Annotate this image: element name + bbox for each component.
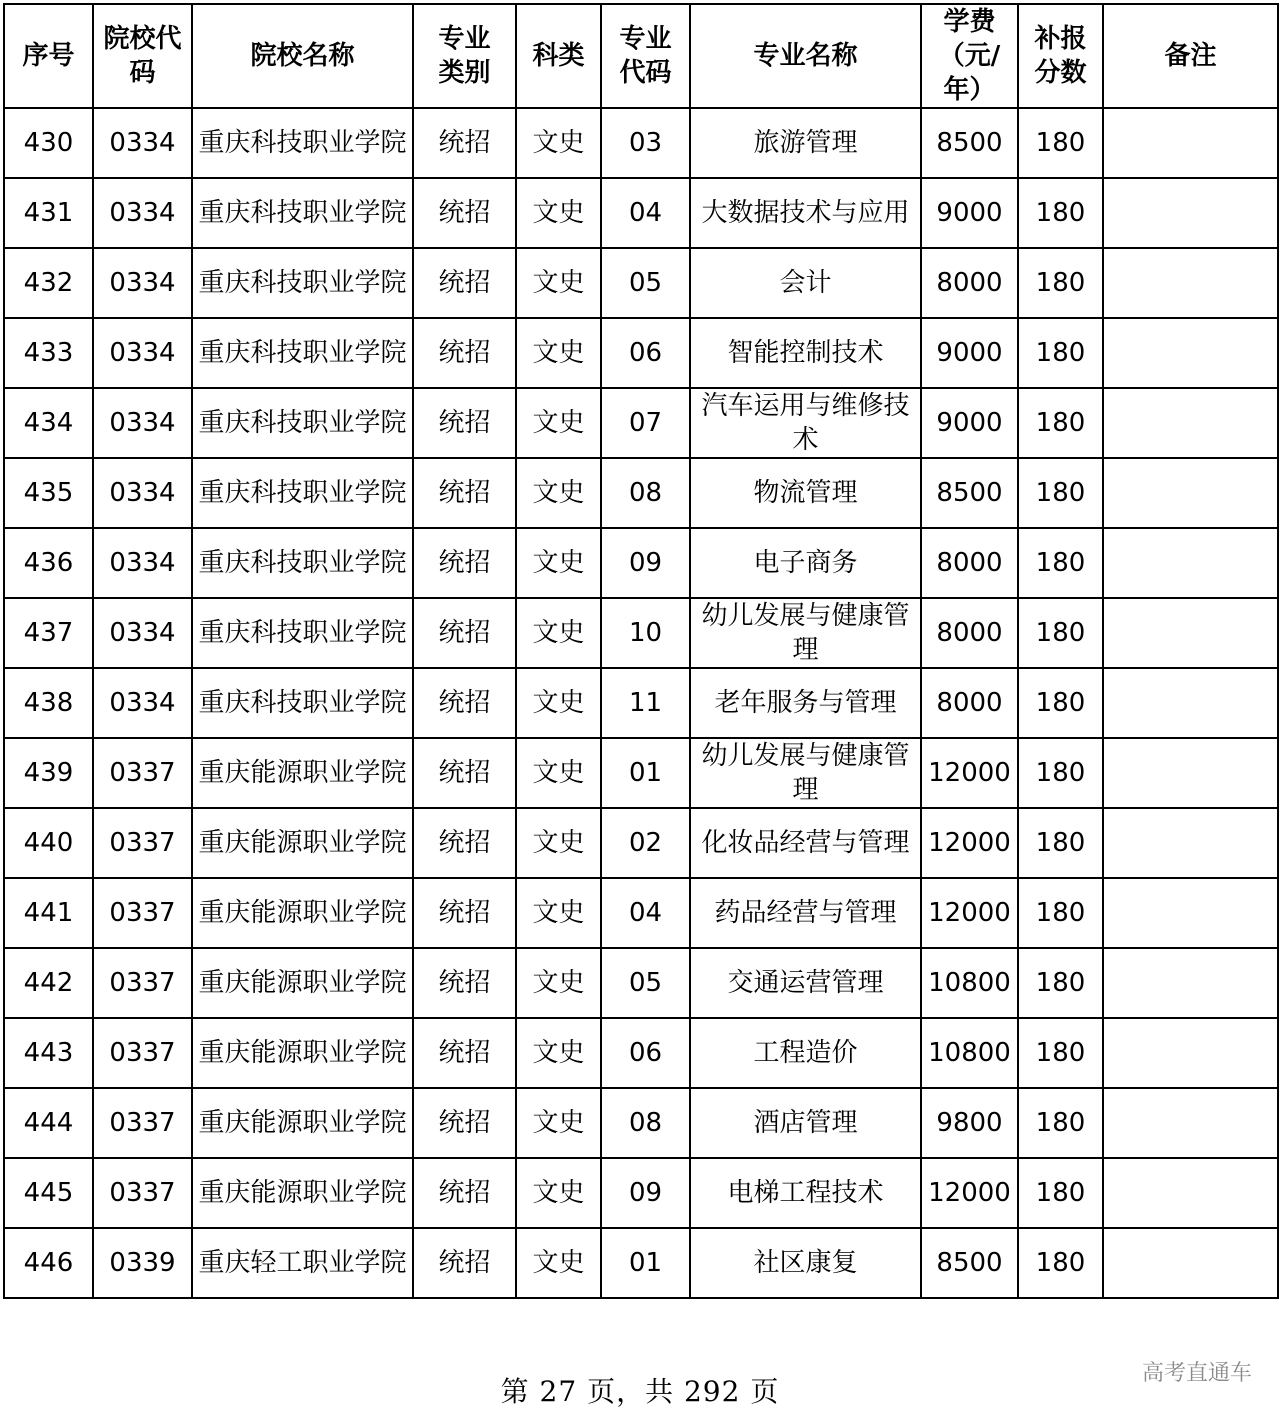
cell-seq: 438 xyxy=(4,668,93,738)
cell-school-name xyxy=(192,108,413,178)
cell-note xyxy=(1103,318,1278,388)
cell-major-name xyxy=(690,318,921,388)
cell-school-name xyxy=(192,458,413,528)
cell-school-name xyxy=(192,598,413,668)
cell-major-name xyxy=(690,458,921,528)
cell-score: 180 xyxy=(1018,318,1103,388)
cell-school-name xyxy=(192,1228,413,1298)
cell-school-code: 0334 xyxy=(93,528,192,598)
cell-category: 文史 xyxy=(516,108,601,178)
cell-tuition: 12000 xyxy=(921,808,1018,878)
cell-school-code: 0334 xyxy=(93,178,192,248)
table-row xyxy=(4,1018,1278,1088)
cell-major-name xyxy=(690,528,921,598)
cell-major-name-text: 智能控制技术 xyxy=(727,338,884,368)
cell-major-code: 02 xyxy=(601,808,690,878)
cell-category: 文史 xyxy=(516,948,601,1018)
cell-school-name-text: 重庆科技职业学院 xyxy=(198,478,407,508)
cell-tuition: 12000 xyxy=(921,878,1018,948)
cell-tuition: 10800 xyxy=(921,1018,1018,1088)
cell-major-code: 03 xyxy=(601,108,690,178)
cell-major-type: 统招 xyxy=(413,318,516,388)
table-row xyxy=(4,808,1278,878)
table-row xyxy=(4,108,1278,178)
cell-score: 180 xyxy=(1018,738,1103,808)
cell-major-name-text: 酒店管理 xyxy=(753,1108,858,1138)
cell-major-code: 09 xyxy=(601,528,690,598)
cell-major-code: 10 xyxy=(601,598,690,668)
watermark-text: 高考直通车 xyxy=(1141,1361,1252,1386)
cell-seq: 437 xyxy=(4,598,93,668)
cell-school-code: 0334 xyxy=(93,318,192,388)
cell-seq: 430 xyxy=(4,108,93,178)
page-number: 第 27 页，共 292 页 xyxy=(500,1375,780,1408)
cell-school-name-text: 重庆科技职业学院 xyxy=(198,338,407,368)
table-row xyxy=(4,1228,1278,1298)
cell-school-name-text: 重庆科技职业学院 xyxy=(198,268,407,298)
cell-school-name-text: 重庆能源职业学院 xyxy=(198,828,407,858)
cell-school-code: 0337 xyxy=(93,1018,192,1088)
cell-seq: 431 xyxy=(4,178,93,248)
cell-major-type: 统招 xyxy=(413,738,516,808)
cell-school-name xyxy=(192,178,413,248)
cell-school-code: 0337 xyxy=(93,878,192,948)
cell-tuition: 9000 xyxy=(921,318,1018,388)
cell-major-name-text: 汽车运用与维修技术 xyxy=(701,391,910,455)
cell-note xyxy=(1103,1018,1278,1088)
header-major-name: 专业名称 xyxy=(690,4,921,108)
cell-note xyxy=(1103,1158,1278,1228)
cell-school-name xyxy=(192,1158,413,1228)
header-tuition: 学费 （元/ 年） xyxy=(921,4,1018,108)
cell-note xyxy=(1103,108,1278,178)
cell-category: 文史 xyxy=(516,1158,601,1228)
cell-school-name xyxy=(192,318,413,388)
cell-note xyxy=(1103,178,1278,248)
cell-category: 文史 xyxy=(516,458,601,528)
cell-score: 180 xyxy=(1018,1158,1103,1228)
cell-seq: 443 xyxy=(4,1018,93,1088)
cell-major-type: 统招 xyxy=(413,948,516,1018)
cell-seq: 439 xyxy=(4,738,93,808)
cell-major-type: 统招 xyxy=(413,458,516,528)
cell-major-code: 06 xyxy=(601,318,690,388)
cell-school-code: 0337 xyxy=(93,1158,192,1228)
cell-major-type: 统招 xyxy=(413,1088,516,1158)
table-row xyxy=(4,948,1278,1018)
cell-major-name xyxy=(690,248,921,318)
cell-note xyxy=(1103,458,1278,528)
cell-tuition: 10800 xyxy=(921,948,1018,1018)
cell-school-name xyxy=(192,808,413,878)
cell-major-type: 统招 xyxy=(413,1158,516,1228)
cell-major-code: 09 xyxy=(601,1158,690,1228)
header-school-code: 院校代 码 xyxy=(93,4,192,108)
cell-seq: 444 xyxy=(4,1088,93,1158)
cell-note xyxy=(1103,668,1278,738)
cell-note xyxy=(1103,878,1278,948)
cell-school-name xyxy=(192,388,413,458)
cell-school-name-text: 重庆能源职业学院 xyxy=(198,968,407,998)
cell-school-code: 0334 xyxy=(93,388,192,458)
cell-school-name xyxy=(192,878,413,948)
cell-score: 180 xyxy=(1018,1228,1103,1298)
cell-major-name xyxy=(690,1018,921,1088)
cell-seq: 442 xyxy=(4,948,93,1018)
cell-score: 180 xyxy=(1018,878,1103,948)
cell-category: 文史 xyxy=(516,878,601,948)
cell-school-code: 0334 xyxy=(93,668,192,738)
table-row xyxy=(4,738,1278,808)
cell-major-code: 06 xyxy=(601,1018,690,1088)
cell-tuition: 8000 xyxy=(921,248,1018,318)
cell-seq: 436 xyxy=(4,528,93,598)
cell-major-code: 05 xyxy=(601,948,690,1018)
header-major-type: 专业 类别 xyxy=(413,4,516,108)
cell-school-code: 0337 xyxy=(93,1088,192,1158)
cell-note xyxy=(1103,1228,1278,1298)
table-body xyxy=(4,108,1278,1298)
cell-school-name xyxy=(192,1088,413,1158)
admissions-table xyxy=(3,3,1279,1299)
cell-note xyxy=(1103,808,1278,878)
cell-tuition: 9000 xyxy=(921,178,1018,248)
cell-score: 180 xyxy=(1018,458,1103,528)
table-row xyxy=(4,178,1278,248)
cell-school-name xyxy=(192,948,413,1018)
header-seq: 序号 xyxy=(4,4,93,108)
cell-tuition: 8500 xyxy=(921,458,1018,528)
cell-major-name xyxy=(690,178,921,248)
cell-category: 文史 xyxy=(516,1018,601,1088)
table-row xyxy=(4,318,1278,388)
cell-category: 文史 xyxy=(516,178,601,248)
cell-seq: 440 xyxy=(4,808,93,878)
cell-major-code: 07 xyxy=(601,388,690,458)
cell-major-type: 统招 xyxy=(413,808,516,878)
cell-major-name xyxy=(690,1088,921,1158)
cell-major-name-text: 化妆品经营与管理 xyxy=(701,828,910,858)
cell-major-code: 01 xyxy=(601,1228,690,1298)
table-header-row xyxy=(4,4,1278,108)
cell-category: 文史 xyxy=(516,1088,601,1158)
cell-major-name-text: 老年服务与管理 xyxy=(714,688,897,718)
cell-score: 180 xyxy=(1018,248,1103,318)
cell-major-code: 04 xyxy=(601,878,690,948)
cell-major-name-text: 大数据技术与应用 xyxy=(701,198,910,228)
cell-category: 文史 xyxy=(516,318,601,388)
table-row xyxy=(4,1088,1278,1158)
cell-note xyxy=(1103,738,1278,808)
cell-school-name-text: 重庆科技职业学院 xyxy=(198,128,407,158)
cell-score: 180 xyxy=(1018,388,1103,458)
cell-school-name xyxy=(192,668,413,738)
cell-major-name xyxy=(690,948,921,1018)
cell-school-name-text: 重庆科技职业学院 xyxy=(198,688,407,718)
cell-tuition: 12000 xyxy=(921,738,1018,808)
cell-major-name xyxy=(690,598,921,668)
cell-major-name-text: 药品经营与管理 xyxy=(714,898,897,928)
cell-major-type: 统招 xyxy=(413,248,516,318)
cell-major-name-text: 物流管理 xyxy=(753,478,858,508)
cell-school-code: 0337 xyxy=(93,808,192,878)
cell-major-type: 统招 xyxy=(413,1228,516,1298)
cell-major-name-text: 电梯工程技术 xyxy=(727,1178,884,1208)
cell-score: 180 xyxy=(1018,178,1103,248)
table-row xyxy=(4,878,1278,948)
cell-score: 180 xyxy=(1018,598,1103,668)
cell-major-name xyxy=(690,878,921,948)
cell-major-name xyxy=(690,388,921,458)
cell-seq: 434 xyxy=(4,388,93,458)
table-row xyxy=(4,528,1278,598)
cell-major-code: 11 xyxy=(601,668,690,738)
cell-school-name-text: 重庆能源职业学院 xyxy=(198,1178,407,1208)
cell-school-name-text: 重庆能源职业学院 xyxy=(198,1038,407,1068)
cell-major-code: 08 xyxy=(601,1088,690,1158)
cell-score: 180 xyxy=(1018,108,1103,178)
cell-major-code: 01 xyxy=(601,738,690,808)
cell-category: 文史 xyxy=(516,248,601,318)
cell-major-name xyxy=(690,1228,921,1298)
cell-tuition: 8500 xyxy=(921,108,1018,178)
cell-category: 文史 xyxy=(516,528,601,598)
cell-seq: 445 xyxy=(4,1158,93,1228)
cell-category: 文史 xyxy=(516,668,601,738)
header-category: 科类 xyxy=(516,4,601,108)
cell-category: 文史 xyxy=(516,808,601,878)
cell-tuition: 8000 xyxy=(921,528,1018,598)
cell-school-name-text: 重庆能源职业学院 xyxy=(198,758,407,788)
cell-seq: 446 xyxy=(4,1228,93,1298)
cell-tuition: 8000 xyxy=(921,598,1018,668)
cell-category: 文史 xyxy=(516,1228,601,1298)
cell-score: 180 xyxy=(1018,1088,1103,1158)
cell-seq: 433 xyxy=(4,318,93,388)
cell-major-name-text: 旅游管理 xyxy=(753,128,858,158)
cell-score: 180 xyxy=(1018,668,1103,738)
cell-score: 180 xyxy=(1018,528,1103,598)
cell-major-code: 08 xyxy=(601,458,690,528)
cell-major-name-text: 工程造价 xyxy=(753,1038,858,1068)
cell-major-code: 04 xyxy=(601,178,690,248)
cell-score: 180 xyxy=(1018,948,1103,1018)
header-note: 备注 xyxy=(1103,4,1278,108)
cell-note xyxy=(1103,388,1278,458)
cell-major-type: 统招 xyxy=(413,668,516,738)
cell-major-name-text: 电子商务 xyxy=(753,548,858,578)
cell-school-name-text: 重庆科技职业学院 xyxy=(198,618,407,648)
cell-note xyxy=(1103,248,1278,318)
cell-school-name xyxy=(192,248,413,318)
cell-school-name-text: 重庆能源职业学院 xyxy=(198,898,407,928)
cell-major-name-text: 幼儿发展与健康管理 xyxy=(701,601,910,665)
cell-school-code: 0337 xyxy=(93,948,192,1018)
cell-major-name xyxy=(690,808,921,878)
cell-school-code: 0339 xyxy=(93,1228,192,1298)
cell-school-name-text: 重庆科技职业学院 xyxy=(198,198,407,228)
cell-category: 文史 xyxy=(516,388,601,458)
cell-major-type: 统招 xyxy=(413,108,516,178)
cell-major-name xyxy=(690,108,921,178)
cell-seq: 432 xyxy=(4,248,93,318)
cell-major-type: 统招 xyxy=(413,1018,516,1088)
table-row xyxy=(4,458,1278,528)
cell-tuition: 12000 xyxy=(921,1158,1018,1228)
cell-major-code: 05 xyxy=(601,248,690,318)
cell-major-type: 统招 xyxy=(413,528,516,598)
cell-school-name xyxy=(192,738,413,808)
cell-school-name-text: 重庆科技职业学院 xyxy=(198,408,407,438)
cell-school-code: 0334 xyxy=(93,458,192,528)
cell-school-name xyxy=(192,1018,413,1088)
cell-score: 180 xyxy=(1018,808,1103,878)
cell-major-name-text: 交通运营管理 xyxy=(727,968,884,998)
cell-school-name-text: 重庆能源职业学院 xyxy=(198,1108,407,1138)
cell-major-type: 统招 xyxy=(413,878,516,948)
header-major-code: 专业 代码 xyxy=(601,4,690,108)
cell-major-name-text: 幼儿发展与健康管理 xyxy=(701,741,910,805)
cell-tuition: 9800 xyxy=(921,1088,1018,1158)
cell-school-name-text: 重庆科技职业学院 xyxy=(198,548,407,578)
cell-major-type: 统招 xyxy=(413,388,516,458)
table-row xyxy=(4,598,1278,668)
cell-major-name xyxy=(690,668,921,738)
cell-school-name-text: 重庆轻工职业学院 xyxy=(198,1248,407,1278)
cell-school-code: 0334 xyxy=(93,248,192,318)
cell-school-code: 0334 xyxy=(93,598,192,668)
cell-category: 文史 xyxy=(516,738,601,808)
cell-seq: 441 xyxy=(4,878,93,948)
cell-seq: 435 xyxy=(4,458,93,528)
cell-tuition: 8500 xyxy=(921,1228,1018,1298)
header-score: 补报 分数 xyxy=(1018,4,1103,108)
cell-note xyxy=(1103,598,1278,668)
cell-score: 180 xyxy=(1018,1018,1103,1088)
cell-school-code: 0337 xyxy=(93,738,192,808)
cell-school-code: 0334 xyxy=(93,108,192,178)
header-school-name: 院校名称 xyxy=(192,4,413,108)
cell-note xyxy=(1103,1088,1278,1158)
cell-category: 文史 xyxy=(516,598,601,668)
cell-major-type: 统招 xyxy=(413,178,516,248)
cell-major-name-text: 会计 xyxy=(779,268,832,298)
cell-note xyxy=(1103,948,1278,1018)
cell-tuition: 9000 xyxy=(921,388,1018,458)
cell-major-name xyxy=(690,738,921,808)
table-row xyxy=(4,388,1278,458)
cell-major-name xyxy=(690,1158,921,1228)
cell-major-name-text: 社区康复 xyxy=(753,1248,858,1278)
table-row xyxy=(4,1158,1278,1228)
cell-note xyxy=(1103,528,1278,598)
cell-school-name xyxy=(192,528,413,598)
table-row xyxy=(4,248,1278,318)
cell-tuition: 8000 xyxy=(921,668,1018,738)
cell-major-type: 统招 xyxy=(413,598,516,668)
table-row xyxy=(4,668,1278,738)
